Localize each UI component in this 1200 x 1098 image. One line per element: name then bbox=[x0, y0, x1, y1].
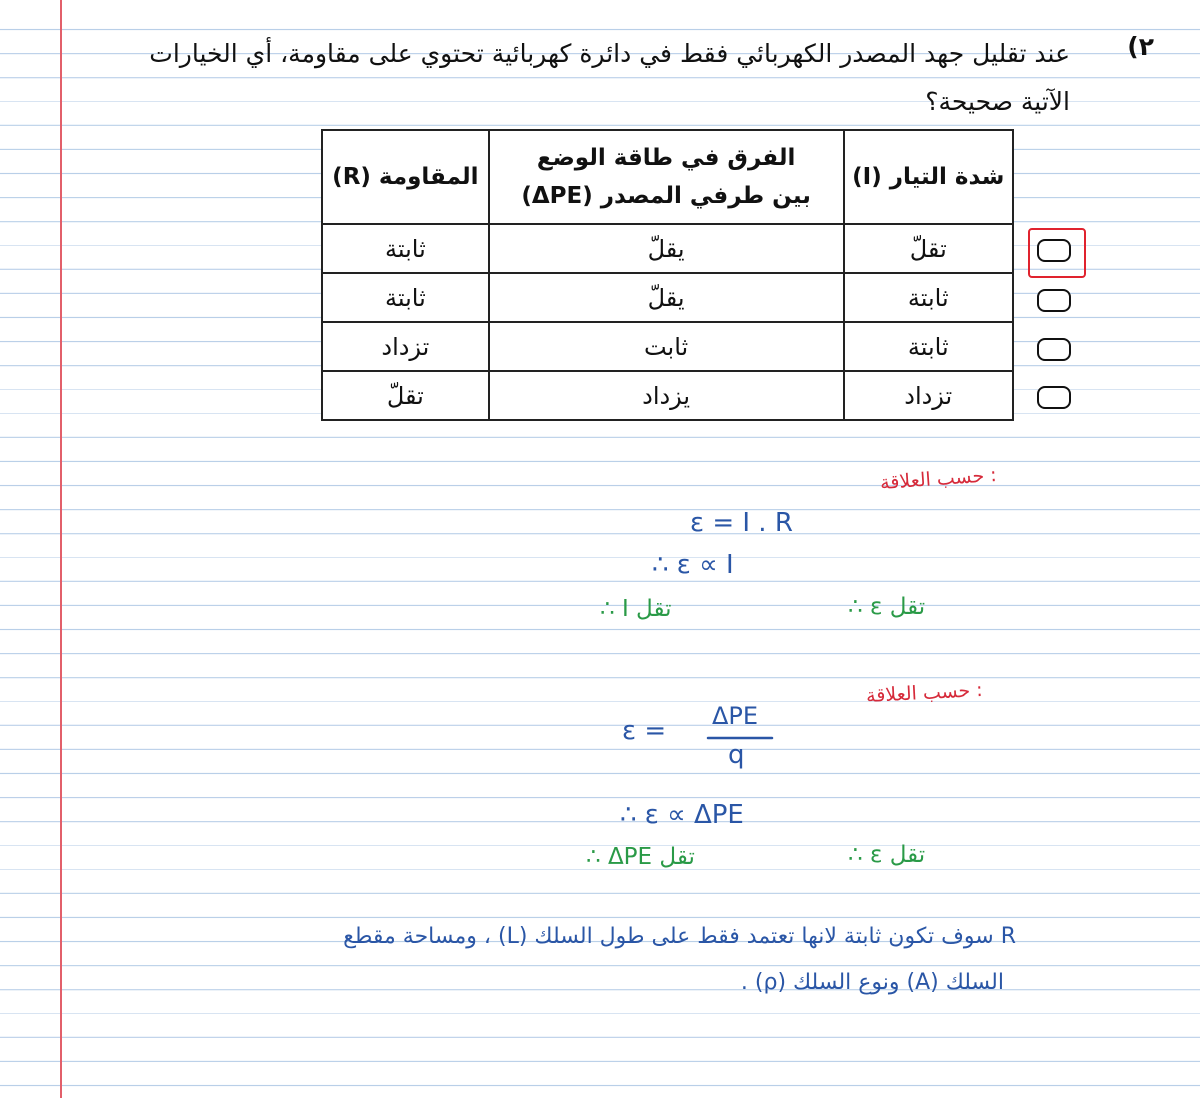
cell-current: ثابتة bbox=[844, 273, 1014, 322]
equation2-lhs: ε = bbox=[622, 716, 667, 746]
result-emf-decreases-1: ∴ ε تقل bbox=[848, 594, 926, 620]
question-text: عند تقليل جهد المصدر الكهربائي فقط في دائرة كهربائية تحتوي على مقاومة، أي الخيارات الآتية صحيحة؟ bbox=[149, 39, 1070, 116]
note2-label: حسب العلاقة : bbox=[865, 678, 984, 708]
result-current-decreases: ∴ I تقل bbox=[600, 596, 672, 622]
header-resistance: المقاومة (R) bbox=[322, 130, 489, 224]
cell-resistance: ثابتة bbox=[322, 273, 489, 322]
header-pe-line1: الفرق في طاقة الوضع bbox=[536, 145, 796, 171]
question-number: ٢) bbox=[1127, 32, 1154, 61]
explanation-line-1: R سوف تكون ثابتة لانها تعتمد فقط على طول السلك (L) ، ومساحة مقطع bbox=[343, 924, 1016, 949]
cell-pe: يقلّ bbox=[489, 273, 844, 322]
header-pe-line2: بين طرفي المصدر (ΔPE) bbox=[521, 183, 811, 209]
note1-label: حسب العلاقة : bbox=[879, 463, 998, 495]
cell-current: ثابتة bbox=[844, 322, 1014, 371]
cell-resistance: ثابتة bbox=[322, 224, 489, 273]
explanation-line-2: السلك (A) ونوع السلك (ρ) . bbox=[740, 970, 1004, 995]
cell-pe: يزداد bbox=[489, 371, 844, 420]
cell-pe: يقلّ bbox=[489, 224, 844, 273]
header-current: شدة التيار (I) bbox=[844, 130, 1014, 224]
equation-emf-ir: ε = I . R bbox=[690, 508, 793, 538]
cell-pe: ثابت bbox=[489, 322, 844, 371]
equation2-numerator: ΔPE bbox=[712, 702, 759, 730]
equation2-denominator: q bbox=[728, 740, 745, 770]
equation-emf-proportional-pe: ∴ ε ∝ ΔPE bbox=[620, 800, 744, 830]
cell-current: تقلّ bbox=[844, 224, 1014, 273]
equation-emf-proportional-i: ∴ ε ∝ I bbox=[652, 550, 734, 580]
cell-resistance: تزداد bbox=[322, 322, 489, 371]
result-pe-decreases: ∴ ΔPE تقل bbox=[586, 844, 695, 870]
cell-current: تزداد bbox=[844, 371, 1014, 420]
result-emf-decreases-2: ∴ ε تقل bbox=[848, 842, 926, 868]
cell-resistance: تقلّ bbox=[322, 371, 489, 420]
